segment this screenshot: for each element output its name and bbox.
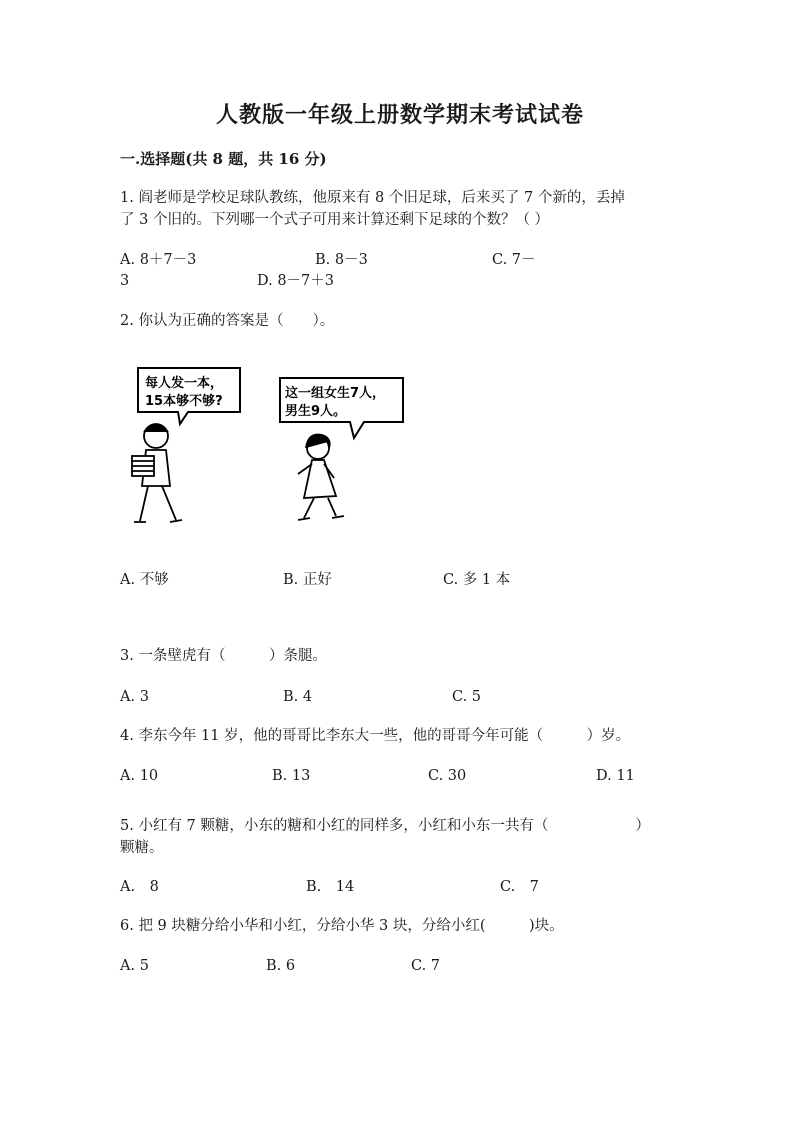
q4-option-d: D. 11	[596, 768, 635, 784]
q3-option-c: C. 5	[452, 689, 482, 705]
section-title: 一.选择题(共 8 题，共 16 分)	[120, 150, 327, 168]
question-2-text: 2. 你认为正确的答案是（ ）。	[120, 313, 335, 329]
question-5-line-2: 颗糖。	[120, 840, 164, 856]
q2-option-a: A. 不够	[120, 572, 169, 588]
boy-bubble-line-1: 每人发一本，	[145, 376, 224, 391]
question-4-text: 4. 李东今年 11 岁，他的哥哥比李东大一些，他的哥哥今年可能（ ）岁。	[120, 728, 631, 744]
q6-option-c: C. 7	[411, 958, 441, 974]
q1-option-c-continued: 3	[120, 273, 130, 289]
boy-bubble-line-2: 15本够不够?	[145, 394, 223, 409]
question-5-line-1: 5. 小红有 7 颗糖，小东的糖和小红的同样多，小红和小东一共有（ ）	[120, 818, 650, 834]
girl-speech-bubble	[280, 378, 403, 438]
boy-speech-bubble	[138, 368, 240, 424]
q2-option-b: B. 正好	[283, 572, 332, 588]
q3-option-a: A. 3	[120, 689, 149, 705]
page-title: 人教版一年级上册数学期末考试试卷	[215, 102, 584, 128]
q1-option-d: D. 8－7＋3	[257, 273, 335, 289]
q6-option-b: B. 6	[266, 958, 296, 974]
q1-option-b: B. 8－3	[315, 252, 368, 268]
question-1-line-1: 1. 阎老师是学校足球队教练，他原来有 8 个旧足球，后来买了 7 个新的，丢掉	[120, 190, 625, 206]
q3-option-b: B. 4	[283, 689, 313, 705]
q2-illustration	[118, 356, 418, 536]
q5-option-c: C. 7	[500, 879, 539, 895]
boy-figure	[132, 424, 182, 522]
girl-bubble-line-2: 男生9人。	[285, 404, 347, 419]
q5-option-b: B. 14	[306, 879, 355, 895]
q1-option-a: A. 8＋7－3	[120, 252, 197, 268]
q1-option-c: C. 7－	[492, 252, 536, 268]
q4-option-c: C. 30	[428, 768, 467, 784]
q4-option-a: A. 10	[120, 768, 159, 784]
question-3-text: 3. 一条壁虎有（ ）条腿。	[120, 648, 327, 664]
girl-bubble-line-1: 这一组女生7人，	[285, 386, 386, 401]
question-6-text: 6. 把 9 块糖分给小华和小红，分给小华 3 块，分给小红( )块。	[120, 918, 564, 934]
girl-figure	[298, 435, 344, 520]
q4-option-b: B. 13	[272, 768, 311, 784]
q6-option-a: A. 5	[120, 958, 149, 974]
question-1-line-2: 了 3 个旧的。下列哪一个式子可用来计算还剩下足球的个数？（ ）	[120, 212, 550, 228]
q5-option-a: A. 8	[120, 879, 159, 895]
q2-option-c: C. 多 1 本	[443, 572, 511, 588]
